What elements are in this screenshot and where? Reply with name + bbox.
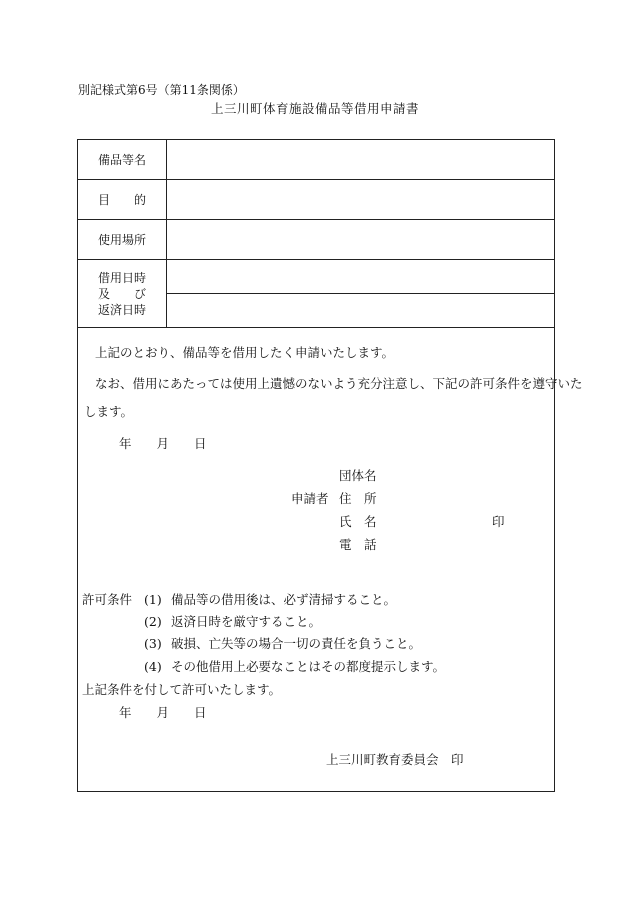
application-date: 年 月 日 — [119, 436, 207, 451]
name-label: 氏 名 — [339, 514, 377, 529]
address-label: 住 所 — [339, 491, 377, 506]
label-column-divider — [166, 140, 167, 327]
dates-label-line1: 借用日時 — [97, 271, 146, 285]
condition-2-text: 返済日時を厳守すること。 — [171, 614, 322, 629]
item-name-field[interactable] — [168, 141, 553, 178]
purpose-label: 目 的 — [97, 193, 146, 207]
approval-statement: 上記条件を付して許可いたします。 — [82, 682, 282, 697]
condition-1-number: (1) — [144, 592, 162, 607]
document-title: 上三川町体育施設備品等借用申請書 — [210, 101, 419, 116]
applicant-seal: 印 — [492, 514, 505, 529]
conditions-label: 許可条件 — [82, 592, 133, 607]
approval-date: 年 月 日 — [119, 705, 207, 720]
compliance-statement-line2: します。 — [84, 404, 134, 419]
request-statement: 上記のとおり、備品等を借用したく申請いたします。 — [95, 345, 395, 360]
place-field[interactable] — [168, 221, 553, 258]
purpose-field[interactable] — [168, 181, 553, 218]
issuer: 上三川町教育委員会 印 — [326, 752, 464, 767]
item-name-label: 備品等名 — [97, 153, 146, 167]
form-frame — [77, 139, 583, 792]
condition-3-text: 破損、亡失等の場合一切の責任を負うこと。 — [171, 636, 422, 651]
date-subrow-divider — [166, 293, 554, 294]
condition-4-number: (4) — [144, 659, 162, 674]
dates-label-line2: 及 び — [97, 287, 146, 301]
condition-4-text: その他借用上必要なことはその都度提示します。 — [171, 659, 446, 674]
phone-label: 電 話 — [339, 537, 377, 552]
compliance-statement-line1: なお、借用にあたっては使用上遺憾のないよう充分注意し、下記の許可条件を遵守いた — [95, 376, 583, 391]
table-bottom-divider — [78, 327, 554, 328]
applicant-label: 申請者 — [291, 491, 329, 506]
borrow-date-field[interactable] — [168, 261, 553, 292]
row-divider — [78, 259, 554, 260]
condition-1-text: 備品等の借用後は、必ず清掃すること。 — [171, 592, 397, 607]
return-date-field[interactable] — [168, 295, 553, 326]
group-name-label: 団体名 — [339, 468, 377, 483]
place-label: 使用場所 — [97, 233, 146, 247]
row-divider — [78, 219, 554, 220]
condition-2-number: (2) — [144, 614, 162, 629]
condition-3-number: (3) — [144, 636, 162, 651]
row-divider — [78, 179, 554, 180]
form-number: 別記様式第6号（第11条関係） — [78, 83, 245, 97]
dates-label-line3: 返済日時 — [97, 303, 146, 317]
